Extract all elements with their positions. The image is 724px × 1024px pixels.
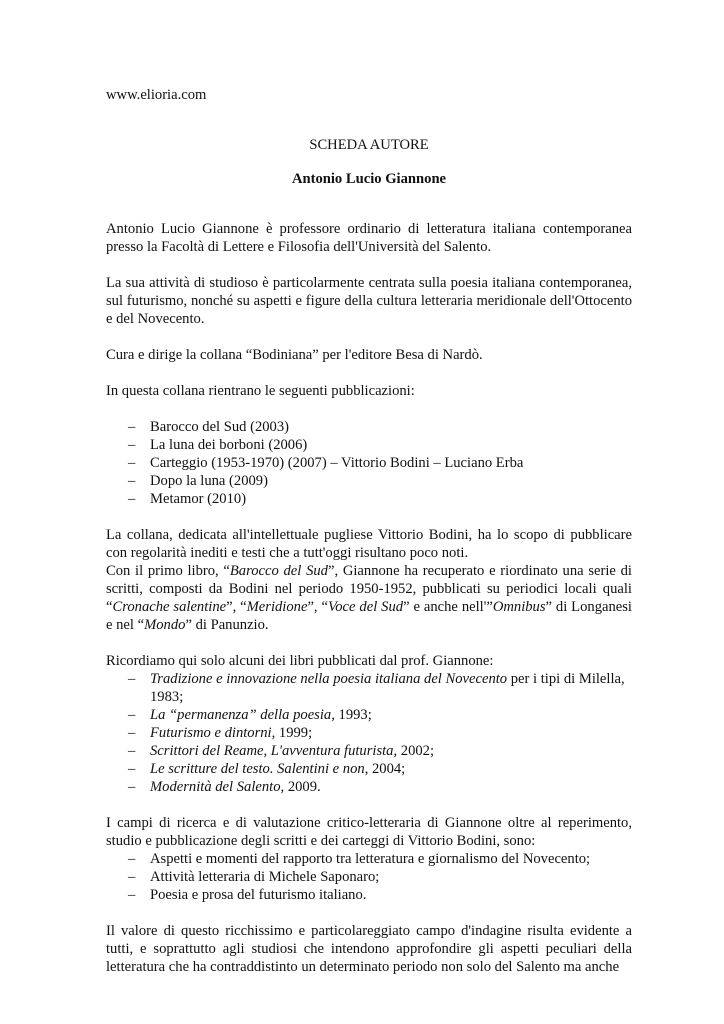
paragraph-first-book [106, 562, 632, 634]
list-item [106, 472, 632, 490]
paragraph-collana-scope: La collana, dedicata all'intellettuale pugliese Vittorio Bodini, ha lo scopo di pubblicare con regolarità inediti e testi che a tutt'oggi risultano poco noti. [106, 527, 632, 561]
text-span: ”, “ [226, 599, 247, 615]
paragraph-intro: Antonio Lucio Giannone è professore ordinario di letteratura italiana contemporanea presso la Facoltà di Lettere e Filosofia dell'Università del Salento. [106, 221, 632, 255]
list-item [106, 760, 632, 778]
paragraph-research-intro: I campi di ricerca e di valutazione critico-letteraria di Giannone oltre al reperimento, studio e pubblicazione degli scritti e dei carteggi di Vittorio Bodini, sono: [106, 815, 632, 849]
italic-title: Meridione [246, 599, 308, 615]
list-dash: – [128, 491, 136, 507]
paragraph-conclusion: Il valore di questo ricchissimo e particolareggiato campo d'indagine risulta evidente a tutti, e soprattutto agli studiosi che intendono approfondire gli aspetti peculiari della letteratura che ha contraddistinto un determinato periodo non solo del Salento ma anche [106, 923, 632, 975]
book-title: Tradizione e innovazione nella poesia italiana del Novecento [150, 671, 508, 687]
books-list [106, 670, 632, 796]
italic-title: Mondo [144, 617, 186, 633]
text-span: ” di Panunzio. [185, 617, 269, 633]
italic-title: Voce del Sud [327, 599, 404, 615]
publication-title: Metamor (2010) [150, 491, 247, 507]
research-list [106, 850, 632, 904]
book-details: 2002; [397, 743, 435, 759]
book-title: Modernità del Salento, [150, 779, 285, 795]
list-item [106, 418, 632, 436]
italic-title: Omnibus [492, 599, 546, 615]
list-item [106, 850, 632, 868]
list-item [106, 454, 632, 472]
list-dash: – [128, 851, 136, 867]
book-details: per i tipi di Milella, 1983; [150, 671, 625, 705]
list-item [106, 886, 632, 904]
list-dash: – [128, 419, 136, 435]
list-dash: – [128, 779, 136, 795]
list-item [106, 490, 632, 508]
document-body [106, 86, 632, 994]
research-topic: Attività letteraria di Michele Saponaro; [150, 869, 380, 885]
list-dash: – [128, 671, 136, 687]
book-title: Scrittori del Reame, L'avventura futurista, [150, 743, 398, 759]
list-dash: – [128, 761, 136, 777]
text-span: ”, Giannone ha recuperato e riordinato una serie di scritti, composti da Bodini nel periodo 1950-1952, pubblicati su periodici locali quali “ [106, 563, 632, 615]
book-details: 2009. [284, 779, 321, 795]
text-span: Con il primo libro, “ [106, 563, 230, 579]
list-item [106, 724, 632, 742]
list-item [106, 436, 632, 454]
text-span: ” di Longanesi e nel “ [106, 599, 632, 633]
publication-title: La luna dei borboni (2006) [150, 437, 308, 453]
research-topic: Poesia e prosa del futurismo italiano. [150, 887, 367, 903]
website-url: www.elioria.com [106, 87, 207, 103]
publication-title: Carteggio (1953-1970) (2007) – Vittorio Bodini – Luciano Erba [150, 455, 524, 471]
book-title: Le scritture del testo. Salentini e non, [150, 761, 369, 777]
book-details: 2004; [368, 761, 406, 777]
section-heading: SCHEDA AUTORE [309, 137, 429, 153]
list-item [106, 778, 632, 796]
publications-list [106, 418, 632, 508]
paragraph-publications-intro: In questa collana rientrano le seguenti pubblicazioni: [106, 383, 415, 399]
text-span: ”, “ [307, 599, 328, 615]
paragraph-activity: La sua attività di studioso è particolarmente centrata sulla poesia italiana contemporanea, sul futurismo, nonché su aspetti e figure della cultura letteraria meridionale dell'Ottocento e del Novecento. [106, 275, 632, 327]
list-dash: – [128, 869, 136, 885]
publication-title: Barocco del Sud (2003) [150, 419, 290, 435]
list-dash: – [128, 473, 136, 489]
publication-title: Dopo la luna (2009) [150, 473, 268, 489]
research-topic: Aspetti e momenti del rapporto tra letteratura e giornalismo del Novecento; [150, 851, 591, 867]
book-details: 1999; [275, 725, 313, 741]
list-dash: – [128, 725, 136, 741]
list-dash: – [128, 455, 136, 471]
book-details: 1993; [338, 707, 372, 723]
list-dash: – [128, 437, 136, 453]
list-dash: – [128, 743, 136, 759]
book-title: La “permanenza” della poesia, [150, 707, 339, 723]
author-name: Antonio Lucio Giannone [291, 171, 447, 187]
paragraph-books-intro: Ricordiamo qui solo alcuni dei libri pubblicati dal prof. Giannone: [106, 653, 494, 669]
list-item [106, 742, 632, 760]
list-item [106, 670, 632, 706]
italic-title: Cronache salentine [112, 599, 227, 615]
paragraph-collana: Cura e dirige la collana “Bodiniana” per l'editore Besa di Nardò. [106, 347, 483, 363]
book-title: Futurismo e dintorni, [150, 725, 276, 741]
text-span: ” e anche nell'” [403, 599, 493, 615]
list-item [106, 868, 632, 886]
list-dash: – [128, 707, 136, 723]
italic-title: Barocco del Sud [229, 563, 328, 579]
list-item [106, 706, 632, 724]
list-dash: – [128, 887, 136, 903]
